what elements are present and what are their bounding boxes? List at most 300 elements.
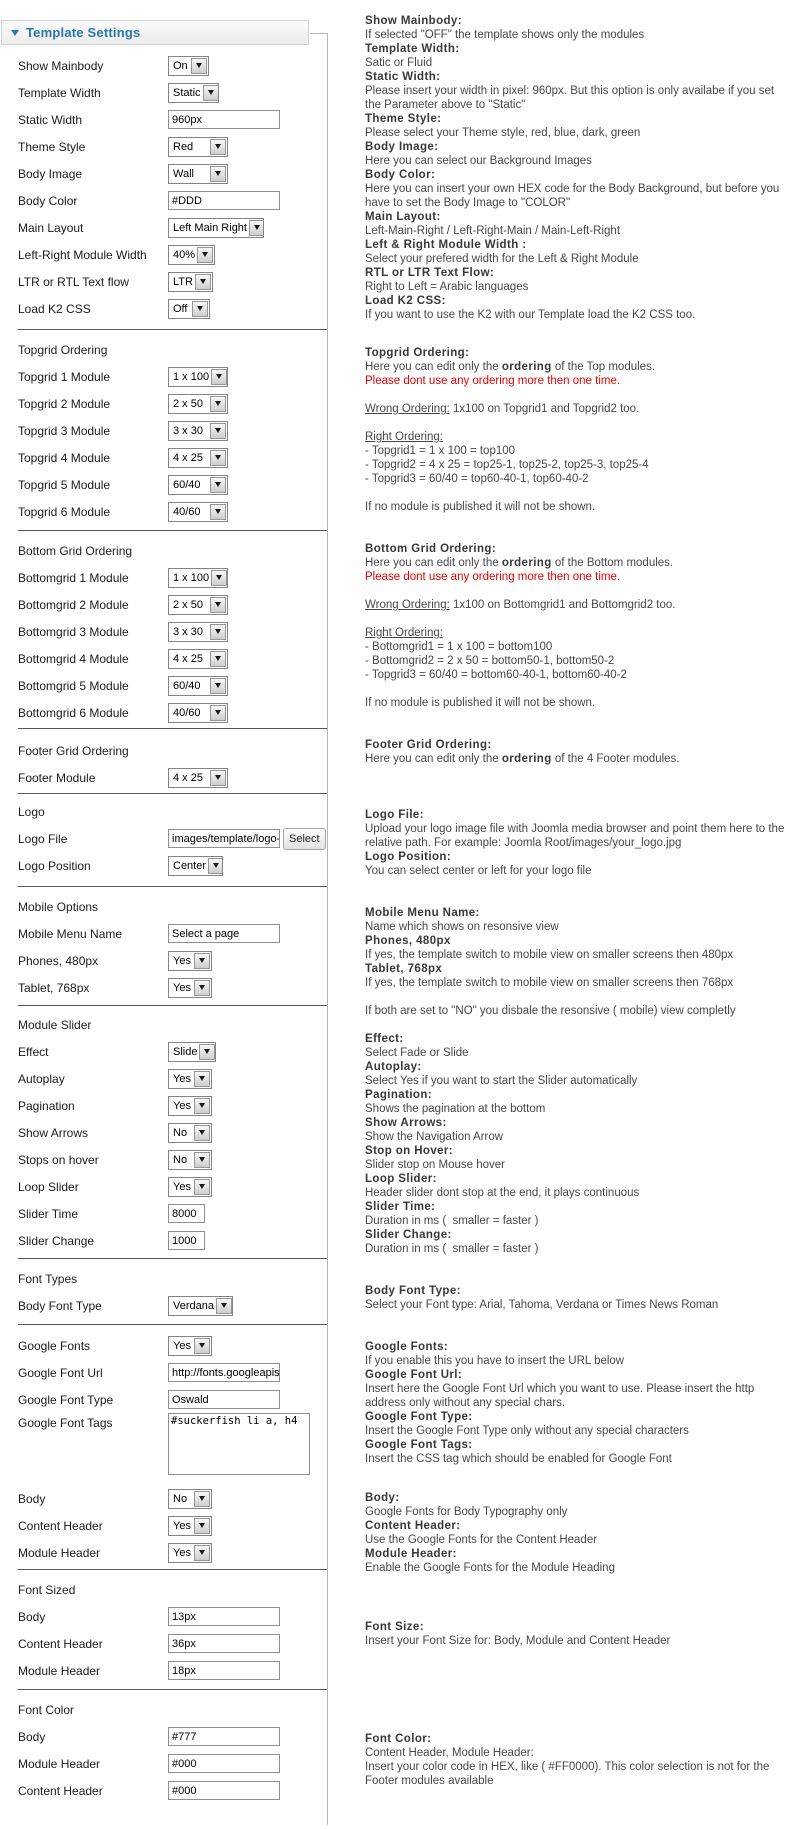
help-text: You can select center or left for your logo file [365, 865, 592, 877]
section-heading: Bottom Grid Ordering [18, 544, 133, 558]
help-blank-line [365, 416, 788, 430]
show-arrows-select[interactable] [168, 1123, 212, 1143]
section-heading: Footer Grid Ordering [18, 744, 129, 758]
select-value: No [173, 1126, 188, 1139]
select-value: Off [173, 302, 188, 315]
loop-slider-select[interactable] [168, 1177, 212, 1197]
help-line [365, 1382, 788, 1410]
help-line [365, 1242, 788, 1256]
help-line [365, 1732, 788, 1746]
help-line [365, 598, 788, 612]
help-line [365, 976, 788, 990]
help-line [365, 1284, 788, 1298]
help-heading: Body Font Type: [365, 1285, 461, 1297]
help-line [365, 360, 788, 374]
topgrid-5-module-select[interactable] [168, 475, 228, 495]
help-heading: ordering [501, 753, 552, 765]
help-line [365, 542, 788, 556]
select-value: 2 x 50 [173, 397, 203, 410]
help-blank-line [365, 990, 788, 1004]
help-text: If yes, the template switch to mobile view on smaller screens then 480px [365, 949, 734, 961]
dropdown-arrow-icon[interactable] [203, 85, 219, 101]
select-value: Yes [173, 1072, 191, 1085]
help-line [365, 140, 788, 154]
section-topgrid-ordering [1, 337, 327, 525]
help-text: Select your Font type: Arial, Tahoma, Verdana or Times News Roman [365, 1299, 719, 1311]
google-font-type-input[interactable] [168, 1390, 280, 1409]
help-line [365, 1438, 788, 1452]
stops-on-hover-select[interactable] [168, 1150, 212, 1170]
dropdown-arrow-icon[interactable] [194, 1179, 210, 1195]
select-value: Yes [173, 1099, 191, 1112]
help-heading: Google Font Type: [365, 1411, 473, 1423]
panel-title: Template Settings [26, 25, 141, 40]
help-heading: Template Width: [365, 43, 460, 55]
help-text: If both are set to "NO" you disbale the resonsive ( mobile) view completly [365, 1005, 736, 1017]
bottomgrid-2-module-select[interactable] [168, 595, 228, 615]
body-3-input[interactable] [168, 1727, 280, 1746]
select-value: No [173, 1492, 188, 1505]
field-label: Body Color [18, 193, 78, 208]
section-divider [18, 530, 327, 531]
help-heading: Slider Time: [365, 1201, 436, 1213]
field-label: Content Header [18, 1636, 103, 1651]
autoplay-select[interactable] [168, 1069, 212, 1089]
help-block [365, 14, 788, 322]
help-text: Google Fonts for Body Typography only [365, 1506, 568, 1518]
section-divider [18, 1005, 327, 1006]
help-heading: Show Mainbody: [365, 15, 462, 27]
help-text: Here you can edit only the [365, 557, 502, 569]
select-value: On [173, 59, 188, 72]
field-row-body [1, 1723, 327, 1750]
field-label: Logo Position [18, 858, 91, 873]
dropdown-arrow-icon[interactable] [210, 450, 226, 466]
select-value: 2 x 50 [173, 598, 203, 611]
help-text: of the Bottom modules. [551, 557, 674, 569]
help-text: Shows the pagination at the bottom [365, 1103, 546, 1115]
field-row-topgrid-2-module [1, 390, 327, 417]
field-row-body-font-type [1, 1292, 327, 1319]
content-header-2-input[interactable] [168, 1634, 280, 1653]
help-text: Select Yes if you want to start the Slider automatically [365, 1075, 638, 1087]
field-row-effect [1, 1038, 327, 1065]
help-line [365, 1298, 788, 1312]
help-heading: Main Layout: [365, 211, 441, 223]
help-line [365, 280, 788, 294]
help-block [365, 346, 788, 514]
field-row-show-arrows [1, 1119, 327, 1146]
field-label: Content Header [18, 1783, 103, 1798]
help-text: If yes, the template switch to mobile view on smaller screens then 768px [365, 977, 734, 989]
help-heading: Theme Style: [365, 113, 442, 125]
help-line [365, 1186, 788, 1200]
help-block [365, 542, 788, 710]
help-block [365, 1032, 788, 1256]
pagination-select[interactable] [168, 1096, 212, 1116]
dropdown-arrow-icon[interactable] [210, 624, 226, 640]
field-label: Bottomgrid 2 Module [18, 597, 129, 612]
section-group-1 [1, 52, 327, 322]
main-layout-select[interactable] [168, 218, 264, 238]
theme-style-select[interactable] [168, 137, 228, 157]
content-header-select[interactable] [168, 1516, 212, 1536]
help-line [365, 640, 788, 654]
help-line [365, 1088, 788, 1102]
dropdown-arrow-icon[interactable] [194, 1071, 210, 1087]
help-block [365, 1340, 788, 1466]
field-label: Module Header [18, 1545, 101, 1560]
field-row-phones-480px [1, 947, 327, 974]
help-heading: Autoplay: [365, 1061, 422, 1073]
bottomgrid-4-module-select[interactable] [168, 649, 228, 669]
help-line [365, 1491, 788, 1505]
help-block [365, 808, 788, 878]
dropdown-arrow-icon[interactable] [194, 1518, 210, 1534]
select-value: Yes [173, 1339, 191, 1352]
dropdown-arrow-icon[interactable] [194, 953, 210, 969]
field-row-tablet-768px [1, 974, 327, 1001]
field-label: Topgrid 1 Module [18, 369, 111, 384]
help-text: Select Fade or Slide [365, 1047, 469, 1059]
help-line [365, 430, 788, 444]
section-divider [18, 1258, 327, 1259]
help-line [365, 920, 788, 934]
help-text: Insert your color code in HEX, like ( #FF0000). This color selection is not for the Footer modules available [365, 1761, 773, 1787]
dropdown-arrow-icon[interactable] [249, 220, 264, 236]
help-text: Duration in ms ( smaller = faster ) [365, 1243, 539, 1255]
logo-position-select[interactable] [168, 856, 223, 876]
module-header-select[interactable] [168, 1543, 212, 1563]
dropdown-arrow-icon[interactable] [210, 705, 226, 721]
google-font-url-input[interactable] [168, 1363, 280, 1382]
help-line [365, 472, 788, 486]
panel-header[interactable] [1, 20, 309, 45]
help-line [365, 346, 788, 360]
help-text: Please insert your width in pixel: 960px. But this option is only availabe if you set the Parameter above to "Static" [365, 85, 778, 111]
help-text: Here you can select our Background Images [365, 155, 592, 167]
field-label: Template Width [18, 85, 101, 100]
select-value: Yes [173, 981, 191, 994]
field-label: Module Header [18, 1756, 101, 1771]
help-line [365, 402, 788, 416]
body-image-select[interactable] [168, 164, 228, 184]
logo-file-input[interactable] [168, 829, 280, 848]
field-row-autoplay [1, 1065, 327, 1092]
field-row-mobile-menu-name [1, 920, 327, 947]
field-row-pagination [1, 1092, 327, 1119]
bottomgrid-6-module-select[interactable] [168, 703, 228, 723]
help-line [365, 1340, 788, 1354]
help-line [365, 1200, 788, 1214]
help-line [365, 1746, 788, 1760]
tablet-768px-select[interactable] [168, 978, 212, 998]
help-line [365, 56, 788, 70]
bottomgrid-3-module-select[interactable] [168, 622, 228, 642]
dropdown-arrow-icon[interactable] [194, 1125, 210, 1141]
field-label: Slider Time [18, 1206, 79, 1221]
dropdown-arrow-icon[interactable] [216, 1298, 232, 1314]
help-heading: ordering [501, 361, 552, 373]
help-line [365, 1533, 788, 1547]
dropdown-arrow-icon[interactable] [194, 1338, 210, 1354]
field-label: Mobile Menu Name [18, 926, 123, 941]
slider-time-input[interactable] [168, 1204, 205, 1223]
field-label: Show Mainbody [18, 58, 104, 73]
section-logo [1, 799, 327, 879]
help-line [365, 14, 788, 28]
help-text: Select your prefered width for the Left & Right Module [365, 253, 639, 265]
field-label: Pagination [18, 1098, 75, 1113]
help-heading: Google Font Tags: [365, 1439, 473, 1451]
field-row-topgrid-6-module [1, 498, 327, 525]
dropdown-arrow-icon[interactable] [199, 1044, 215, 1060]
help-text: - Topgrid2 = 4 x 25 = top25-1, top25-2, top25-3, top25-4 [365, 459, 649, 471]
dropdown-arrow-icon[interactable] [197, 247, 213, 263]
dropdown-arrow-icon[interactable] [194, 980, 210, 996]
field-label: Show Arrows [18, 1125, 89, 1140]
field-row-content-header [1, 1512, 327, 1539]
help-text: Here you can edit only the [365, 361, 502, 373]
dropdown-arrow-icon[interactable] [195, 274, 211, 290]
dropdown-arrow-icon[interactable] [211, 369, 227, 385]
mobile-menu-name-input[interactable] [168, 924, 280, 943]
select-value: 1 x 100 [173, 571, 210, 584]
template-width-select[interactable] [168, 83, 219, 103]
select-value: Center [173, 859, 207, 872]
body-color-input[interactable] [168, 191, 280, 210]
section-font-sized [1, 1577, 327, 1684]
help-blank-line [365, 612, 788, 626]
field-row-theme-style [1, 133, 327, 160]
help-heading: Left & Right Module Width : [365, 239, 527, 251]
field-row-bottomgrid-5-module [1, 672, 327, 699]
dropdown-arrow-icon[interactable] [210, 770, 226, 786]
help-text: of the Top modules. [551, 361, 656, 373]
help-line [365, 822, 788, 850]
bottomgrid-5-module-select[interactable] [168, 676, 228, 696]
select-value: 3 x 30 [173, 625, 203, 638]
help-line [365, 1158, 788, 1172]
field-row-bottomgrid-6-module [1, 699, 327, 726]
collapse-arrow-icon[interactable] [11, 30, 19, 36]
field-label: Bottomgrid 3 Module [18, 624, 129, 639]
google-fonts-select[interactable] [168, 1336, 212, 1356]
dropdown-arrow-icon[interactable] [191, 58, 207, 74]
field-row-topgrid-1-module [1, 363, 327, 390]
field-row-slider-time [1, 1200, 327, 1227]
help-text: Duration in ms ( smaller = faster ) [365, 1215, 539, 1227]
footer-module-select[interactable] [168, 768, 228, 788]
content-header-3-input[interactable] [168, 1781, 280, 1800]
help-line [365, 1214, 788, 1228]
dropdown-arrow-icon[interactable] [210, 139, 226, 155]
dropdown-arrow-icon[interactable] [208, 858, 223, 874]
help-heading: ordering [501, 557, 552, 569]
field-label: Logo File [18, 831, 68, 846]
topgrid-4-module-select[interactable] [168, 448, 228, 468]
help-line [365, 28, 788, 42]
field-row-body-color [1, 187, 327, 214]
body-2-input[interactable] [168, 1607, 280, 1626]
help-heading: Google Fonts: [365, 1341, 449, 1353]
topgrid-1-module-select[interactable] [168, 367, 228, 387]
help-block [365, 738, 788, 766]
field-label: Topgrid 6 Module [18, 504, 111, 519]
module-header-2-input[interactable] [168, 1661, 280, 1680]
dropdown-arrow-icon[interactable] [192, 301, 208, 317]
help-text: Here you can edit only the [365, 753, 502, 765]
help-line [365, 42, 788, 56]
section-footer-grid-ordering [1, 738, 327, 791]
field-row-body [1, 1485, 327, 1512]
select-value: 4 x 25 [173, 652, 203, 665]
select-value: 3 x 30 [173, 424, 203, 437]
field-label: Body Image [18, 166, 83, 181]
select-value: Red [173, 140, 194, 153]
help-heading: Content Header: [365, 1520, 461, 1532]
dropdown-arrow-icon[interactable] [194, 1545, 210, 1561]
dropdown-arrow-icon[interactable] [194, 1098, 210, 1114]
help-line [365, 850, 788, 864]
field-row-module-header [1, 1539, 327, 1566]
help-text: Header slider dont stop at the end, it plays continuous [365, 1187, 640, 1199]
dropdown-arrow-icon[interactable] [210, 166, 226, 182]
help-heading: Pagination: [365, 1089, 433, 1101]
fieldset-border-right [327, 33, 328, 1825]
template-settings-panel [1, 20, 328, 1825]
load-k2-css-select[interactable] [168, 299, 210, 319]
field-label: Bottomgrid 5 Module [18, 678, 129, 693]
dropdown-arrow-icon[interactable] [211, 570, 227, 586]
help-line [365, 1634, 788, 1648]
body-font-type-select[interactable] [168, 1296, 233, 1316]
help-text: Enable the Google Fonts for the Module Heading [365, 1562, 615, 1574]
help-line [365, 1424, 788, 1438]
left-right-module-width-select[interactable] [168, 245, 215, 265]
field-row-loop-slider [1, 1173, 327, 1200]
effect-select[interactable] [168, 1042, 216, 1062]
help-line [365, 1004, 788, 1018]
logo-file-select-button[interactable]: Select [283, 828, 326, 850]
help-blank-line [365, 486, 788, 500]
help-heading: Stop on Hover: [365, 1145, 454, 1157]
module-header-3-input[interactable] [168, 1754, 280, 1773]
help-line [365, 374, 788, 388]
help-text: Please dont use any ordering more then one time. [365, 375, 621, 387]
dropdown-arrow-icon[interactable] [210, 504, 226, 520]
help-text: Here you can insert your own HEX code for the Body Background, but before you have to set the Body Image to "COLOR" [365, 183, 783, 209]
topgrid-6-module-select[interactable] [168, 502, 228, 522]
topgrid-2-module-select[interactable] [168, 394, 228, 414]
field-label: Static Width [18, 112, 83, 127]
field-row-bottomgrid-4-module [1, 645, 327, 672]
dropdown-arrow-icon[interactable] [210, 678, 226, 694]
section-divider [18, 1324, 327, 1325]
show-mainbody-select[interactable] [168, 56, 209, 76]
help-line [365, 752, 788, 766]
help-line [365, 1060, 788, 1074]
field-label: Effect [18, 1044, 49, 1059]
help-heading: Body Image: [365, 141, 439, 153]
field-row-template-width [1, 79, 327, 106]
help-line [365, 266, 788, 280]
select-value: 60/40 [173, 679, 201, 692]
field-label: Topgrid 3 Module [18, 423, 111, 438]
field-row-stops-on-hover [1, 1146, 327, 1173]
dropdown-arrow-icon[interactable] [210, 597, 226, 613]
help-line [365, 654, 788, 668]
help-line [365, 948, 788, 962]
dropdown-arrow-icon[interactable] [210, 651, 226, 667]
help-heading: RTL or LTR Text Flow: [365, 267, 495, 279]
section-module-slider [1, 1012, 327, 1254]
bottomgrid-1-module-select[interactable] [168, 568, 228, 588]
dropdown-arrow-icon[interactable] [210, 396, 226, 412]
field-row-ltr-or-rtl-text-flow [1, 268, 327, 295]
dropdown-arrow-icon[interactable] [194, 1152, 210, 1168]
help-line [365, 1368, 788, 1382]
field-label: Theme Style [18, 139, 86, 154]
section-group-9 [1, 1332, 327, 1566]
help-heading: Slider Change: [365, 1229, 452, 1241]
select-value: 4 x 25 [173, 451, 203, 464]
help-block [365, 1620, 788, 1648]
help-heading: Body: [365, 1492, 400, 1504]
phones-480px-select[interactable] [168, 951, 212, 971]
field-row-logo-file [1, 825, 327, 852]
help-heading: Effect: [365, 1033, 404, 1045]
section-font-color [1, 1697, 327, 1804]
google-font-tags-textarea[interactable] [168, 1413, 310, 1475]
help-line [365, 1519, 788, 1533]
help-heading: Font Color: [365, 1733, 432, 1745]
ltr-or-rtl-text-flow-select[interactable] [168, 272, 213, 292]
help-text: Right to Left = Arabic languages [365, 281, 529, 293]
field-label: Google Fonts [18, 1338, 91, 1353]
slider-change-input[interactable] [168, 1231, 205, 1250]
dropdown-arrow-icon[interactable] [194, 1491, 210, 1507]
dropdown-arrow-icon[interactable] [210, 423, 226, 439]
field-label: Phones, 480px [18, 953, 99, 968]
help-line [365, 696, 788, 710]
static-width-input[interactable] [168, 110, 280, 129]
help-text: Insert here the Google Font Url which you want to use. Please insert the http address only without any special chars. [365, 1383, 758, 1409]
dropdown-arrow-icon[interactable] [210, 477, 226, 493]
help-text: Slider stop on Mouse hover [365, 1159, 505, 1171]
help-line [365, 210, 788, 224]
help-line [365, 1102, 788, 1116]
help-text: Insert the Google Font Type only without any special characters [365, 1425, 689, 1437]
field-label: Bottomgrid 4 Module [18, 651, 129, 666]
field-label: Load K2 CSS [18, 301, 91, 316]
help-heading: Module Header: [365, 1548, 457, 1560]
help-line [365, 1144, 788, 1158]
help-line [365, 154, 788, 168]
help-text: Right Ordering: [365, 627, 443, 639]
help-heading: Body Color: [365, 169, 436, 181]
help-block [365, 906, 788, 1018]
help-line [365, 224, 788, 238]
body-select[interactable] [168, 1489, 212, 1509]
topgrid-3-module-select[interactable] [168, 421, 228, 441]
help-line [365, 126, 788, 140]
section-heading: Logo [18, 805, 45, 819]
help-line [365, 570, 788, 584]
select-value: Verdana [173, 1299, 214, 1312]
help-text: of the 4 Footer modules. [551, 753, 680, 765]
help-text: Please dont use any ordering more then one time. [365, 571, 621, 583]
